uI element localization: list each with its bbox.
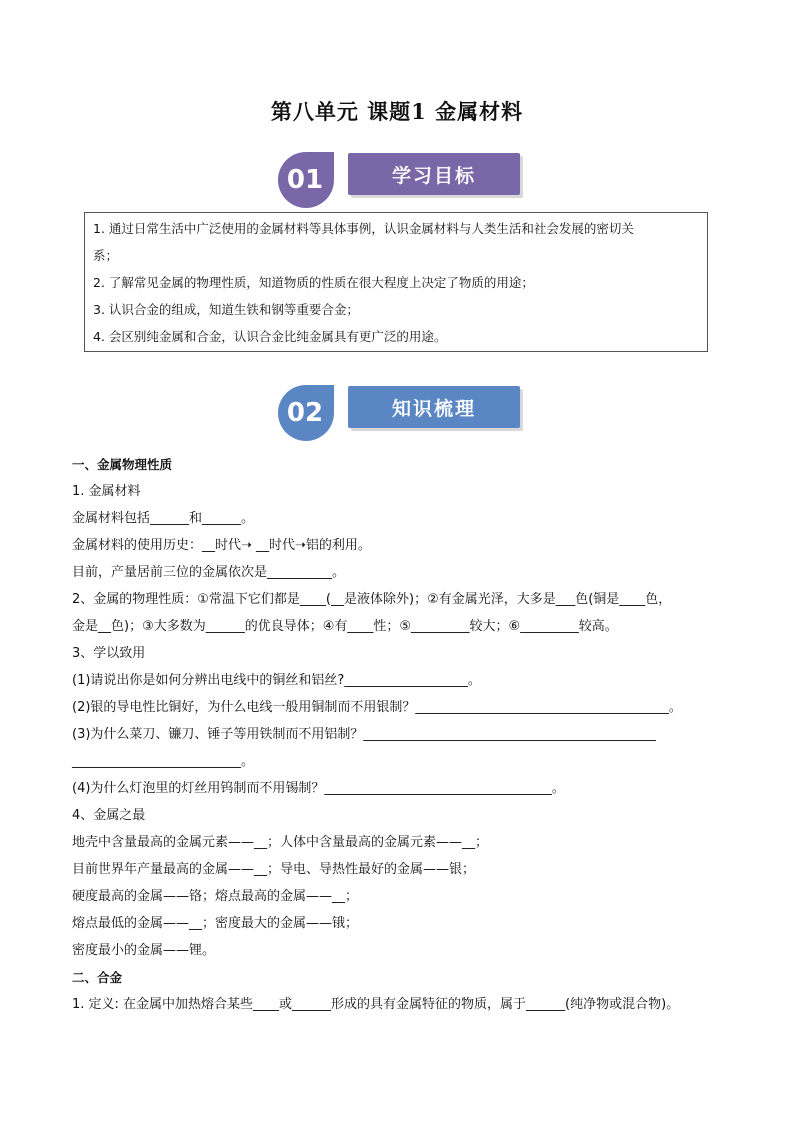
fill-blank-line: 目前世界年产量最高的金属——__；导电、导热性最好的金属——银； <box>72 862 476 877</box>
goal-line: 1. 通过日常生活中广泛使用的金属材料等具体事例，认识金属材料与人类生活和社会发展的密切关 <box>93 221 634 236</box>
question-line: (1)请说出你是如何分辨出电线中的铜丝和铝丝?___________________。 <box>72 673 481 688</box>
text-line: 1. 金属材料 <box>72 484 141 499</box>
section-badge-goals <box>274 150 534 210</box>
fill-blank-line: 金是__色)；③大多数为______的优良导体；④有____性；⑤_________较大；⑥_________较高。 <box>72 619 618 634</box>
goal-line: 系； <box>93 248 119 263</box>
fill-blank-line: 金属材料的使用历史：__时代➝ __时代➝铝的利用。 <box>72 538 371 553</box>
heading-metal-properties: 一、金属物理性质 <box>72 457 173 472</box>
question-line: (4)为什么灯泡里的灯丝用钨制而不用锡制？___________________________________。 <box>72 781 565 796</box>
page-title: 第八单元 课题1 金属材料 <box>270 99 524 124</box>
question-line: (2)银的导电性比铜好，为什么电线一般用铜制而不用银制？_______________________________________。 <box>72 700 682 715</box>
fill-blank-line: 金属材料包括______和______。 <box>72 511 255 526</box>
text-line: 4、金属之最 <box>72 808 146 823</box>
fill-blank-line: 目前，产量居前三位的金属依次是__________。 <box>72 565 346 580</box>
fill-blank-line: 1. 定义: 在金属中加热熔合某些____或______形成的具有金属特征的物质，属于______(纯净物或混合物)。 <box>72 997 680 1012</box>
goal-line: 2. 了解常见金属的物理性质，知道物质的性质在很大程度上决定了物质的用途； <box>93 275 534 290</box>
section-number: 02 <box>286 398 324 428</box>
section-number: 01 <box>286 165 324 195</box>
goal-line: 4. 会区别纯金属和合金，认识合金比纯金属具有更广泛的用途。 <box>93 329 447 344</box>
text-line: 3、学以致用 <box>72 646 146 661</box>
section-label: 学习目标 <box>348 153 520 195</box>
answer-blank-line: __________________________。 <box>72 754 255 769</box>
learning-goals-box <box>84 212 708 352</box>
text-line: 密度最小的金属——锂。 <box>72 943 216 958</box>
fill-blank-line: 地壳中含量最高的金属元素——__；人体中含量最高的金属元素——__； <box>72 835 489 850</box>
question-line: (3)为什么菜刀、镰刀、锤子等用铁制而不用铝制？_____________________________________________ <box>72 727 656 742</box>
goal-line: 3. 认识合金的组成，知道生铁和钢等重要合金； <box>93 302 359 317</box>
heading-alloy: 二、合金 <box>72 970 123 985</box>
fill-blank-line: 硬度最高的金属——铬；熔点最高的金属——__； <box>72 889 359 904</box>
section-label: 知识梳理 <box>348 386 520 428</box>
fill-blank-line: 2、金属的物理性质：①常温下它们都是____(__是液体除外)；②有金属光泽，大多是___色(铜是____色， <box>72 592 672 607</box>
section-badge-knowledge <box>274 383 534 443</box>
fill-blank-line: 熔点最低的金属——__；密度最大的金属——锇； <box>72 916 359 931</box>
knowledge-content <box>72 451 752 1018</box>
